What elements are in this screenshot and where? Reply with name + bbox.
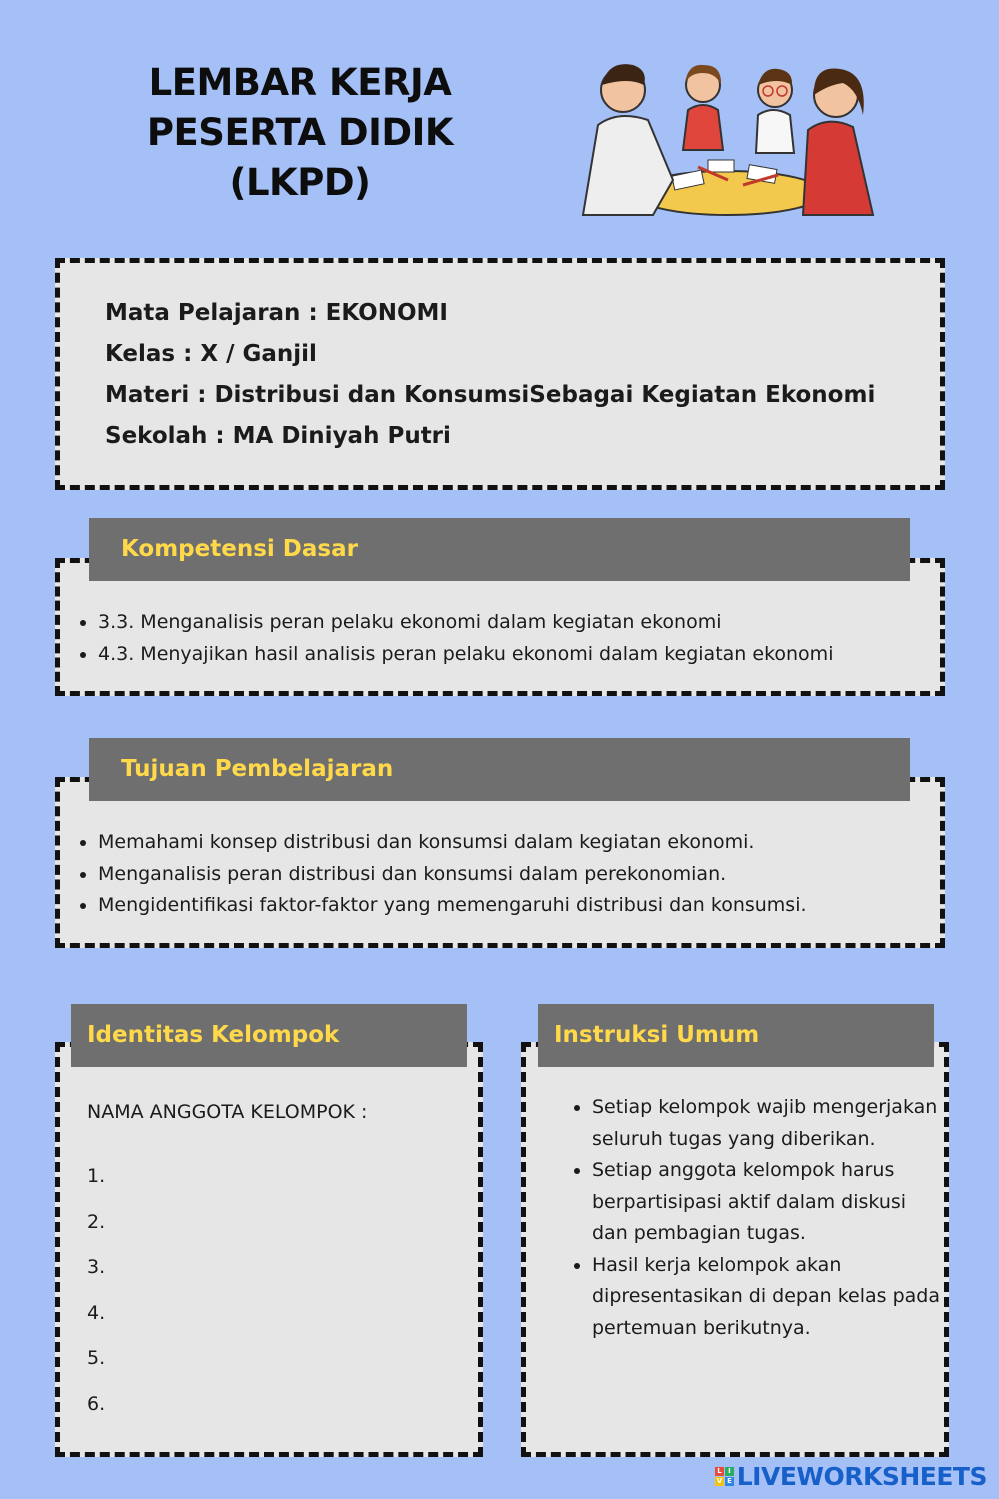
list-item: • 4.3. Menyajikan hasil analisis peran pelaku ekonomi dalam kegiatan ekonomi	[98, 639, 833, 671]
identitas-kelompok-box	[55, 1042, 483, 1457]
kompetensi-list	[60, 607, 833, 670]
instruksi-umum-box	[521, 1042, 949, 1457]
tujuan-list	[60, 827, 807, 922]
member-slot[interactable]: 5.	[87, 1347, 106, 1370]
tujuan-pembelajaran-heading: Tujuan Pembelajaran	[89, 738, 910, 801]
member-slot[interactable]: 2.	[87, 1210, 106, 1233]
member-slot[interactable]: 4.	[87, 1301, 106, 1324]
material-line: Materi : Distribusi dan KonsumsiSebagai Kegiatan Ekonomi	[105, 382, 876, 408]
title-line-3: (LKPD)	[229, 161, 371, 204]
subject-line: Mata Pelajaran : EKONOMI	[105, 300, 448, 326]
list-item: • 3.3. Menganalisis peran pelaku ekonomi dalam kegiatan ekonomi	[98, 607, 833, 639]
list-item: • Memahami konsep distribusi dan konsumsi dalam kegiatan ekonomi.	[98, 827, 807, 859]
brand-name: LIVEWORKSHEETS	[736, 1462, 987, 1491]
member-slot[interactable]: 1.	[87, 1165, 106, 1187]
page-title	[120, 58, 480, 208]
identitas-kelompok-heading: Identitas Kelompok	[71, 1004, 467, 1067]
list-item: • Hasil kerja kelompok akan dipresentasikan di depan kelas pada pertemuan berikutnya.	[592, 1250, 946, 1345]
instruksi-umum-heading: Instruksi Umum	[538, 1004, 934, 1067]
group-members-label: NAMA ANGGOTA KELOMPOK :	[87, 1101, 368, 1123]
list-item: • Setiap kelompok wajib mengerjakan seluruh tugas yang diberikan.	[592, 1092, 946, 1155]
list-item: • Menganalisis peran distribusi dan konsumsi dalam perekonomian.	[98, 859, 807, 891]
liveworksheets-brand	[715, 1462, 987, 1491]
students-discussion-illustration	[578, 55, 878, 220]
list-item: • Mengidentifikasi faktor-faktor yang memengaruhi distribusi dan konsumsi.	[98, 890, 807, 922]
member-slot[interactable]: 3.	[87, 1256, 106, 1279]
subject-info-lines	[105, 293, 875, 457]
group-members-section	[87, 1094, 367, 1428]
member-list	[87, 1154, 367, 1428]
liveworksheets-logo-icon: L I V E	[715, 1467, 734, 1486]
member-slot[interactable]: 6.	[87, 1392, 106, 1415]
list-item: • Setiap anggota kelompok harus berpartisipasi aktif dalam diskusi dan pembagian tugas.	[592, 1155, 946, 1250]
tujuan-pembelajaran-box	[55, 777, 945, 948]
school-line: Sekolah : MA Diniyah Putri	[105, 423, 451, 449]
kompetensi-dasar-heading: Kompetensi Dasar	[89, 518, 910, 581]
instruksi-list	[526, 1092, 946, 1344]
title-line-2: PESERTA DIDIK	[146, 111, 454, 154]
class-line: Kelas : X / Ganjil	[105, 341, 317, 367]
subject-info-box	[55, 258, 945, 490]
title-line-1: LEMBAR KERJA	[148, 61, 452, 104]
